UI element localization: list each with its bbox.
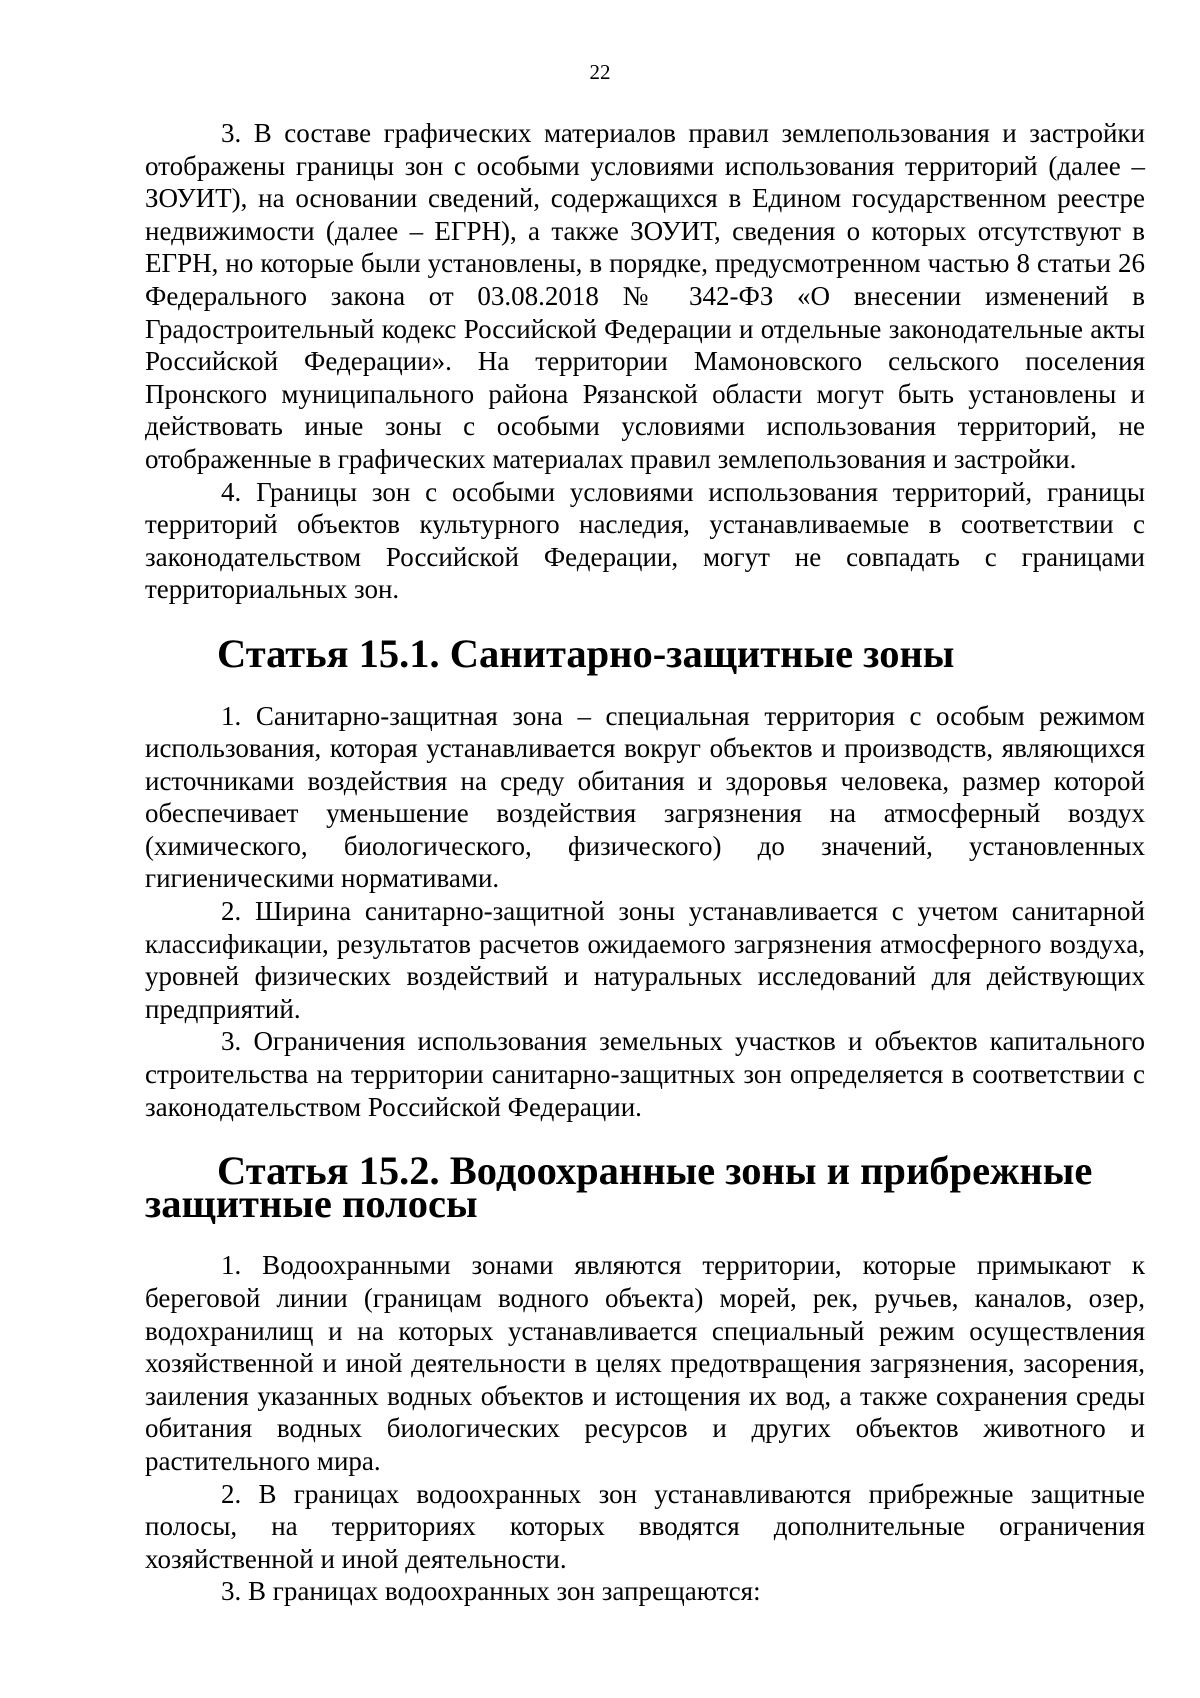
paragraph-water-protection-definition: 1. Водоохранными зонами являются территории, которые примыкают к береговой линии (границам водного объекта) морей, рек, ручьев, каналов, озер, водохранилищ и на которых устанавливается специальный режим осуществления хозяйственной и иной деятельности в целях предотвращения загрязнения, засорения, заиления указанных водных объектов и истощения их вод, а также сохранения среды обитания водных биологических ресурсов и других объектов животного и растительного мира. [145, 1250, 1145, 1476]
paragraph-sanitary-zone-width: 2. Ширина санитарно-защитной зоны устанавливается с учетом санитарной классификации, результатов расчетов ожидаемого загрязнения атмосферного воздуха, уровней физических воздействий и натуральных исследований для действующих предприятий. [145, 896, 1145, 1024]
heading-article-15-2: Статья 15.2. Водоохранные зоны и прибрежные защитные полосы [145, 1148, 1093, 1226]
heading-article-15-1: Статья 15.1. Санитарно-защитные зоны [217, 630, 955, 676]
article-15-2-body [145, 1249, 1145, 1608]
paragraph-zouit-graphics: 3. В составе графических материалов правил землепользования и застройки отображены границы зон с особыми условиями использования территорий (далее – ЗОУИТ), на основании сведений, содержащихся в Едином государственном реестре недвижимости (далее – ЕГРН), а также ЗОУИТ, сведения о которых отсутствуют в ЕГРН, но которые были установлены, в порядке, предусмотренном частью 8 статьи 26 Федерального закона от 03.08.2018 № 342-ФЗ «О внесении изменений в Градостроительный кодекс Российской Федерации и отдельные законодательные акты Российской Федерации». На территории Мамоновского сельского поселения Пронского муниципального района Рязанской области могут быть установлены и действовать иные зоны с особыми условиями использования территорий, не отображенные в графических материалах правил землепользования и застройки. [145, 118, 1145, 474]
paragraph-sanitary-zone-restrictions: 3. Ограничения использования земельных участков и объектов капитального строительства на территории санитарно-защитных зон определяется в соответствии с законодательством Российской Федерации. [145, 1026, 1145, 1122]
page-number: 22 [589, 60, 611, 84]
article-15-1-body [145, 700, 1145, 1124]
document-body [145, 117, 1145, 1608]
paragraph-sanitary-zone-definition: 1. Санитарно-защитная зона – специальная территория с особым режимом использования, которая устанавливается вокруг объектов и производств, являющихся источниками воздействия на среду обитания и здоровья человека, размер которой обеспечивает уменьшение воздействия загрязнения на атмосферный воздух (химического, биологического, физического) до значений, установленных гигиеническими нормативами. [145, 700, 1145, 894]
paragraph-zone-boundaries: 4. Границы зон с особыми условиями использования территорий, границы территорий объектов культурного наследия, устанавливаемые в соответствии с законодательством Российской Федерации, могут не совпадать с границами территориальных зон. [145, 476, 1145, 605]
paragraph-coastal-strips: 2. В границах водоохранных зон устанавливаются прибрежные защитные полосы, на территориях которых вводятся дополнительные ограничения хозяйственной и иной деятельности. [145, 1478, 1145, 1574]
paragraph-prohibitions-intro: 3. В границах водоохранных зон запрещаются: [221, 1576, 761, 1607]
